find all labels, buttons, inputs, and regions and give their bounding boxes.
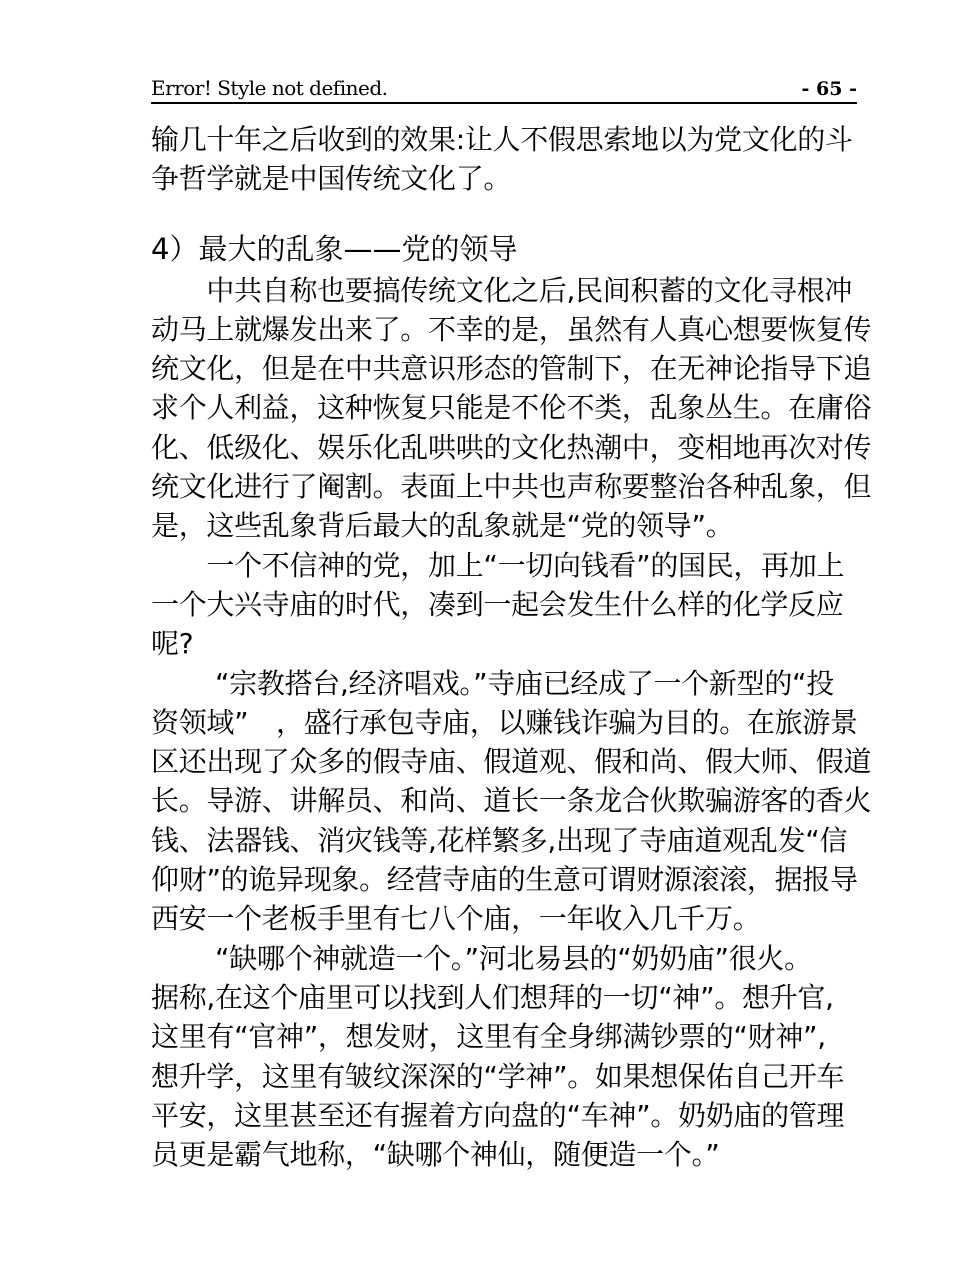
text-line: 西安一个老板手里有七八个庙，一年收入几千万。 bbox=[151, 902, 761, 936]
section-heading: 4）最大的乱象——党的领导 bbox=[151, 231, 518, 266]
text-line: 一个不信神的党，加上“一切向钱看”的国民，再加上 bbox=[151, 548, 845, 582]
text-line: 区还出现了众多的假寺庙、假道观、假和尚、假大师、假道 bbox=[151, 745, 872, 779]
page-number: - 65 - bbox=[801, 78, 857, 100]
document-page bbox=[151, 72, 872, 1174]
text-line: 想升学，这里有皱纹深深的“学神”。如果想保佑自己开车 bbox=[151, 1059, 845, 1093]
text-line: 资领域” ，盛行承包寺庙，以赚钱诈骗为目的。在旅游景 bbox=[151, 705, 858, 739]
header-style-error-text: Error! Style not defined. bbox=[151, 76, 388, 100]
text-line: “宗教搭台,经济唱戏。”寺庙已经成了一个新型的“投 bbox=[151, 666, 834, 700]
text-line: 化、低级化、娱乐化乱哄哄的文化热潮中，变相地再次对传 bbox=[151, 430, 872, 464]
text-line: 据称,在这个庙里可以找到人们想拜的一切“神”。想升官, bbox=[151, 980, 834, 1014]
text-line: 中共自称也要搞传统文化之后,民间积蓄的文化寻根冲 bbox=[151, 273, 853, 307]
text-line: 平安，这里甚至还有握着方向盘的“车神”。奶奶庙的管理 bbox=[151, 1098, 845, 1132]
text-line: 呢? bbox=[151, 627, 194, 661]
document-body bbox=[151, 104, 872, 1174]
text-line: 求个人利益，这种恢复只能是不伦不类，乱象丛生。在庸俗 bbox=[151, 391, 872, 425]
text-line: “缺哪个神就造一个。”河北易县的“奶奶庙”很火。 bbox=[151, 941, 812, 975]
text-line: 钱、法器钱、消灾钱等,花样繁多,出现了寺庙道观乱发“信 bbox=[151, 823, 848, 857]
text-line: 统文化，但是在中共意识形态的管制下，在无神论指导下追 bbox=[151, 352, 872, 386]
text-line: 输几十年之后收到的效果:让人不假思索地以为党文化的斗 bbox=[151, 123, 853, 156]
text-line: 仰财”的诡异现象。经营寺庙的生意可谓财源滚滚，据报导 bbox=[151, 863, 858, 897]
text-line: 员更是霸气地称，“缺哪个神仙，随便造一个。” bbox=[151, 1138, 720, 1172]
page-header bbox=[151, 72, 857, 104]
text-line: 争哲学就是中国传统文化了。 bbox=[151, 162, 512, 196]
text-line: 长。导游、讲解员、和尚、道长一条龙合伙欺骗游客的香火 bbox=[151, 784, 872, 818]
text-line: 统文化进行了阉割。表面上中共也声称要整治各种乱象，但 bbox=[151, 470, 872, 504]
text-line: 一个大兴寺庙的时代，凑到一起会发生什么样的化学反应 bbox=[151, 587, 844, 621]
text-line: 是，这些乱象背后最大的乱象就是“党的领导”。 bbox=[151, 509, 734, 543]
text-line: 这里有“官神”，想发财，这里有全身绑满钞票的“财神”, bbox=[151, 1020, 826, 1054]
text-line: 动马上就爆发出来了。不幸的是，虽然有人真心想要恢复传 bbox=[151, 312, 872, 346]
